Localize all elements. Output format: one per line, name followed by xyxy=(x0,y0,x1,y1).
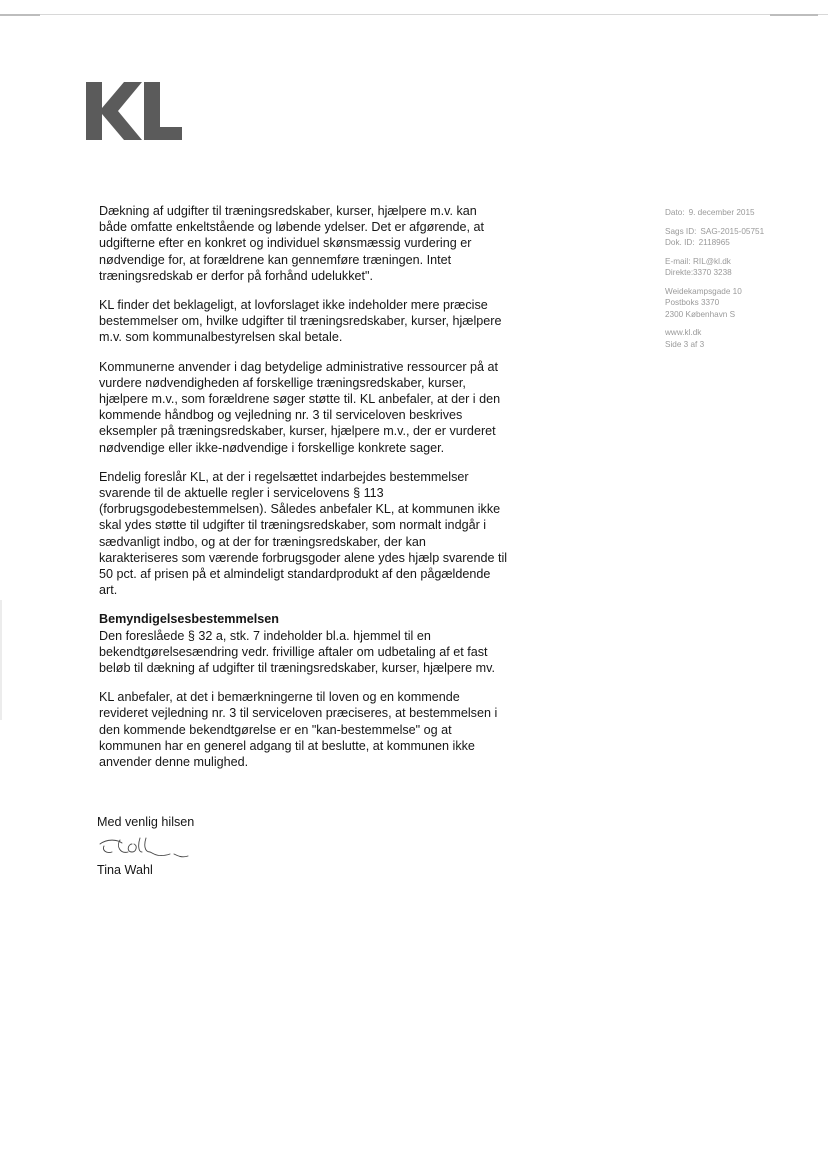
date-value: 9. december 2015 xyxy=(688,208,755,217)
kl-logo xyxy=(86,82,182,140)
address-line: Weidekampsgade 10 xyxy=(665,286,742,296)
paragraph: Kommunerne anvender i dag betydelige administrative ressourcer på at vurdere nødvendigheden af forskellige træningsredskaber, kurser, hjælpere m.v., som forældrene søger støtte til. KL anbefaler, at der i den kommende håndbog og vejledning nr. 3 til serviceloven beskrives eksempler på træningsredskaber, kurser, hjælpere m.v., der er vurderet nødvendige eller ikke-nødvendige i forskellige konkrete sager. xyxy=(99,359,501,455)
paragraph: KL finder det beklageligt, at lovforslaget ikke indeholder mere præcise bestemmelser om, hvilke udgifter til træningsredskaber, kurser, hjælpere m.v. som kommunalbestyrelsen skal betale. xyxy=(99,298,502,345)
paragraph: Dækning af udgifter til træningsredskaber, kurser, hjælpere m.v. kan både omfatte enkeltstående og løbende ydelser. Det er afgørende, at udgifterne efter en konkret og individuel skønsmæssig vurdering er nødvendige for, at forældrene kan gennemføre træningen. Intet træningsredskab er derfor på forhånd udelukket". xyxy=(99,204,485,283)
direkte-value: 3370 3238 xyxy=(693,268,732,277)
email-value: RIL@kl.dk xyxy=(693,256,731,266)
website: www.kl.dk xyxy=(665,328,702,337)
signer-name: Tina Wahl xyxy=(97,863,153,877)
scan-top-line xyxy=(0,14,828,15)
dok-id-label: Dok. ID: xyxy=(665,238,695,247)
section-heading: Bemyndigelsesbestemmelsen xyxy=(99,612,279,627)
email-label: E-mail: xyxy=(665,256,691,266)
paragraph: Endelig foreslår KL, at der i regelsættet indarbejdes bestemmelser svarende til de aktuelle regler i servicelovens § 113 (forbrugsgodebestemmelsen). Således anbefaler KL, at kommunen ikke skal ydes støtte til udgifter til træningsredskaber, som normalt indgår i sædvanligt indbo, og at der for træningsredskaber, der kan karakteriseres som værende forbrugsgoder alene ydes hjælp svarende til 50 pct. af prisen på et almindeligt standardprodukt af den pågældende art. xyxy=(99,469,508,598)
scan-edge-shadow xyxy=(0,600,2,720)
scan-mark xyxy=(0,14,40,16)
sags-id-value: SAG-2015-05751 xyxy=(700,226,765,236)
scan-mark xyxy=(770,14,818,16)
closing-greeting: Med venlig hilsen xyxy=(97,815,195,829)
address-line: Postboks 3370 xyxy=(665,298,720,307)
paragraph: Den foreslåede § 32 a, stk. 7 indeholder bl.a. hjemmel til en bekendtgørelsesændring vedr. frivillige aftaler om udbetaling af et fast beløb til dækning af udgifter til træningsredskaber, kurser, hjælpere mv. xyxy=(99,628,495,676)
paragraph: KL anbefaler, at det i bemærkningerne til loven og en kommende revideret vejledning nr. 3 til serviceloven præciseres, at bestemmelsen i den kommende bekendtgørelse er en "kan-bestemmelse" og at kommunen har en generel adgang til at beslutte, at kommunen ikke anvender denne mulighed. xyxy=(99,690,498,770)
direkte-label: Direkte: xyxy=(665,268,694,277)
sags-id-label: Sags ID: xyxy=(665,226,697,236)
letter-body xyxy=(99,203,559,783)
date-label: Dato: xyxy=(665,208,685,217)
dok-id-value: 2118965 xyxy=(698,238,730,247)
handwritten-signature xyxy=(98,834,198,862)
letter-metadata xyxy=(665,207,825,350)
address-line: 2300 København S xyxy=(665,309,736,319)
page-number: Side 3 af 3 xyxy=(665,339,705,349)
